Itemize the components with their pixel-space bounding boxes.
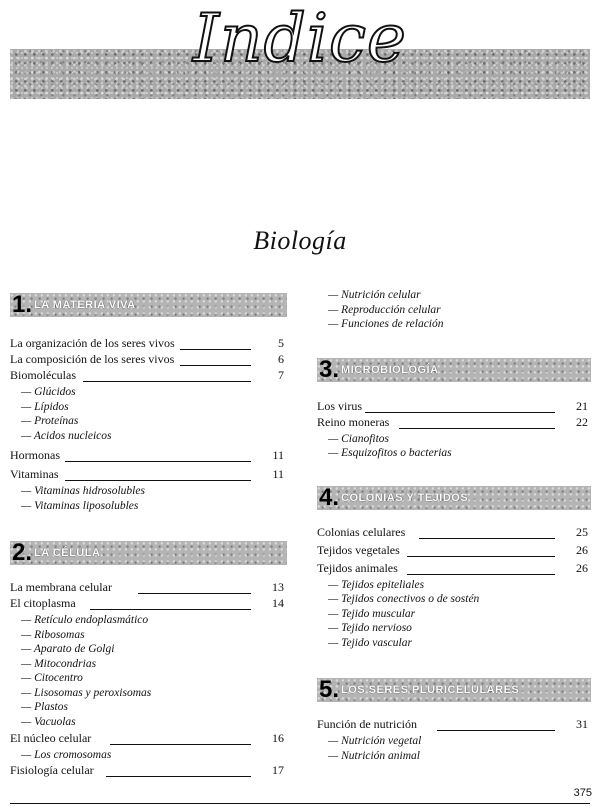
toc-subentry[interactable]: — Vitaminas hidrosolubles — [21, 485, 145, 497]
footer-rule — [10, 803, 590, 804]
toc-subentry[interactable]: — Retículo endoplasmático — [21, 614, 149, 626]
toc-subentry[interactable]: — Vacuolas — [21, 715, 76, 728]
entry-label: La organización de los seres vivos — [10, 336, 175, 350]
entry-page: 26 — [576, 542, 588, 557]
page-number: 375 — [573, 787, 592, 799]
toc-entry[interactable] — [317, 718, 591, 734]
toc-subentry[interactable]: — Cianofitos — [328, 432, 390, 445]
toc-subentry[interactable]: — Lisosomas y peroxisomas — [21, 686, 152, 699]
section-number: 1. — [12, 291, 33, 318]
toc-entry[interactable] — [10, 369, 287, 385]
toc-subentry[interactable]: — Vitaminas liposolubles — [21, 499, 139, 512]
toc-entry[interactable] — [10, 449, 287, 465]
toc-subentry[interactable]: — Funciones de relación — [328, 318, 444, 330]
entry-page: 17 — [272, 762, 284, 777]
entry-label: Tejidos animales — [317, 560, 398, 575]
toc-entry[interactable] — [10, 468, 287, 484]
section-number: 4. — [319, 483, 340, 511]
entry-page: 13 — [272, 580, 284, 594]
entry-page: 16 — [272, 731, 284, 745]
subject-title: Biología — [253, 226, 347, 255]
section-banner-5 — [317, 678, 591, 702]
toc-subentry[interactable]: — Ribosomas — [21, 628, 85, 641]
toc-subentry[interactable]: — Proteínas — [21, 415, 79, 427]
entry-page: 25 — [576, 524, 588, 539]
section-title: MICROBIOLOGÍA — [341, 363, 439, 376]
entry-page: 7 — [278, 368, 284, 382]
section-title: LA CÉLULA — [34, 547, 101, 559]
toc-subentry[interactable]: — Tejido muscular — [328, 607, 416, 620]
right-column — [317, 288, 591, 763]
entry-label: Colonias celulares — [317, 524, 406, 539]
toc-entry[interactable] — [10, 597, 287, 613]
entry-label: Fisiología celular — [10, 762, 94, 777]
entry-page: 11 — [272, 448, 284, 462]
entry-label: Biomoléculas — [10, 368, 76, 382]
toc-subentry[interactable]: — Tejido nervioso — [328, 622, 412, 634]
toc-subentry[interactable]: — Acidos nucleicos — [21, 429, 112, 442]
toc-subentry[interactable]: — Mitocondrias — [21, 657, 97, 670]
toc-subentry[interactable]: — Tejidos conectivos o de sostén — [328, 593, 480, 605]
entry-page: 21 — [576, 398, 588, 413]
toc-subentry[interactable]: — Tejido vascular — [328, 636, 412, 649]
toc-entry[interactable] — [317, 416, 591, 432]
section-number: 2. — [12, 539, 33, 566]
toc-subentry[interactable]: — Reproducción celular — [328, 303, 441, 316]
section-title: LOS SERES PLURICELULARES — [341, 684, 520, 696]
toc-subentry[interactable]: — Nutrición celular — [328, 289, 421, 301]
entry-label: Hormonas — [10, 448, 60, 462]
toc-subentry[interactable]: — Aparato de Golgi — [21, 643, 115, 655]
section-banner-4 — [317, 483, 591, 511]
page-title: Indice — [193, 0, 407, 77]
toc-subentry[interactable]: — Lípidos — [21, 400, 69, 413]
toc-subentry[interactable]: — Plastos — [21, 701, 68, 713]
entry-page: 11 — [272, 467, 284, 481]
section-number: 5. — [319, 676, 340, 703]
entry-label: Los virus — [317, 398, 362, 413]
entry-label: El citoplasma — [10, 596, 76, 610]
toc-subentry[interactable]: — Glúcidos — [21, 386, 76, 398]
entry-label: Tejidos vegetales — [317, 542, 400, 557]
toc-entry[interactable] — [317, 562, 591, 578]
entry-page: 22 — [576, 414, 588, 429]
entry-page: 14 — [272, 596, 284, 610]
toc-subentry[interactable]: — Esquizofitos o bacterias — [328, 447, 452, 459]
toc-subentry[interactable]: — Nutrición vegetal — [328, 735, 422, 747]
toc-entry[interactable] — [10, 764, 287, 780]
section-banner-2 — [10, 541, 287, 565]
entry-label: Reino moneras — [317, 414, 390, 429]
section-number: 3. — [319, 355, 340, 383]
toc-subentry[interactable]: — Los cromosomas — [21, 749, 112, 761]
entry-label: La composición de los seres vivos — [10, 352, 175, 366]
toc-subentry[interactable]: — Tejidos epiteliales — [328, 578, 425, 591]
entry-page: 5 — [278, 336, 284, 350]
entry-page: 6 — [278, 352, 284, 366]
entry-label: Función de nutrición — [317, 717, 417, 731]
section-title: COLONIAS Y TEJIDOS — [341, 491, 469, 504]
toc-entry[interactable] — [10, 732, 287, 748]
entry-label: El núcleo celular — [10, 731, 92, 745]
left-column — [10, 293, 287, 780]
toc-entry[interactable] — [317, 526, 591, 542]
toc-subentry[interactable]: — Nutrición animal — [328, 749, 421, 762]
section-banner-1 — [10, 293, 287, 317]
entry-label: Vitaminas — [10, 467, 59, 481]
entry-page: 31 — [576, 717, 588, 731]
entry-page: 26 — [576, 560, 588, 575]
section-title: LA MATERIA VIVA — [34, 299, 136, 311]
toc-entry[interactable] — [317, 544, 591, 560]
section-banner-3 — [317, 355, 591, 383]
entry-label: La membrana celular — [10, 580, 112, 594]
toc-subentry[interactable]: — Citocentro — [21, 672, 83, 684]
